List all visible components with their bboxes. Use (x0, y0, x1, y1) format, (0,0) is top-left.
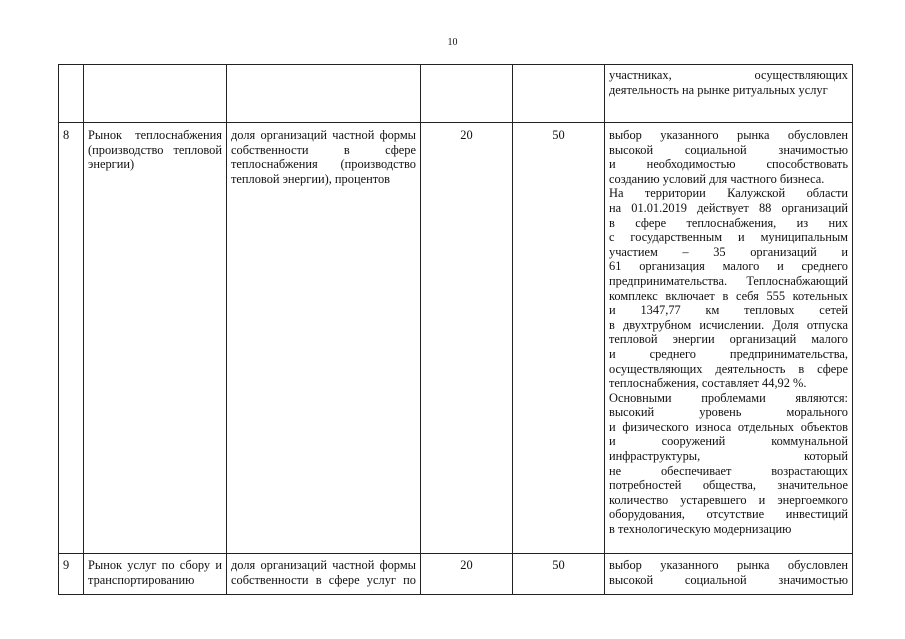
value-2019-cell (421, 65, 513, 123)
indicator-cell (227, 554, 421, 595)
market-name-line: Рынок услуг по сбору и (88, 558, 222, 572)
description-line: участниках, осуществляющих (609, 68, 848, 82)
market-name-line: Рынок теплоснабжения (88, 128, 222, 142)
description-line: выбор указанного рынка обусловлен (609, 128, 848, 142)
table-row (59, 554, 853, 595)
description-line: потребностей общества, значительное (609, 478, 848, 493)
row-number-cell (59, 65, 84, 123)
description-line: участием – 35 организаций и (609, 244, 848, 259)
market-name-cell (84, 65, 227, 123)
description-line: созданию условий для частного бизнеса. (609, 171, 825, 186)
description-line: деятельность на рынке ритуальных услуг (609, 82, 828, 97)
row-number: 8 (63, 128, 70, 142)
value-target: 50 (552, 558, 565, 572)
table-row (59, 123, 853, 554)
indicator-line: тепловой энергии), процентов (231, 171, 391, 186)
description-line: количество устаревшего и энергоемкого (609, 492, 848, 507)
description-line: выбор указанного рынка обусловлен (609, 558, 848, 572)
description-line: и необходимостью способствовать (609, 157, 848, 172)
indicator-cell (227, 65, 421, 123)
description-line: высокой социальной значимостью (609, 572, 848, 587)
market-name-line: транспортированию (88, 572, 195, 587)
indicator-line: собственности в сфере (231, 142, 416, 157)
indicator-line: доля организаций частной формы (231, 128, 416, 142)
market-name-line: (производство тепловой (88, 142, 222, 157)
row-number-cell (59, 554, 84, 595)
value-start: 20 (460, 128, 473, 142)
description-line: с государственным и муниципальным (609, 230, 848, 245)
description-line: инфраструктуры, который (609, 449, 848, 464)
market-name-cell (84, 554, 227, 595)
description-line: тепловой энергии организаций малого (609, 332, 848, 347)
market-name-line: энергии) (88, 157, 135, 172)
description-line: теплоснабжения, составляет 44,92 %. (609, 376, 807, 391)
indicator-line: собственности в сфере услуг по (231, 572, 416, 587)
description-line: на 01.01.2019 действует 88 организаций (609, 200, 848, 215)
description-line: и физического износа отдельных объектов (609, 419, 848, 434)
description-line: Основными проблемами являются: (609, 390, 848, 405)
description-line: 61 организация малого и среднего (609, 259, 848, 274)
market-name-cell (84, 123, 227, 554)
value-target-cell (513, 65, 605, 123)
description-cell (605, 123, 853, 554)
description-cell (605, 554, 853, 595)
value-start: 20 (460, 558, 473, 572)
indicator-line: теплоснабжения (производство (231, 157, 416, 172)
value-2019-cell (421, 554, 513, 595)
description-line: предпринимательства. Теплоснабжающий (609, 273, 848, 288)
description-line: в технологическую модернизацию (609, 522, 792, 537)
value-target-cell (513, 554, 605, 595)
description-line: в сфере теплоснабжения, из них (609, 215, 848, 230)
markets-table (58, 64, 853, 595)
indicator-line: доля организаций частной формы (231, 558, 416, 572)
description-line: комплекс включает в себя 555 котельных (609, 288, 848, 303)
description-line: и 1347,77 км тепловых сетей (609, 303, 848, 318)
description-line: и среднего предпринимательства, (609, 346, 848, 361)
row-number: 9 (63, 558, 70, 572)
description-line: осуществляющих деятельность в сфере (609, 361, 848, 376)
row-number-cell (59, 123, 84, 554)
table-row (59, 65, 853, 123)
value-2019-cell (421, 123, 513, 554)
page-number: 10 (447, 37, 458, 48)
description-line: не обеспечивает возрастающих (609, 463, 848, 478)
description-line: в двухтрубном исчислении. Доля отпуска (609, 317, 848, 332)
value-target-cell (513, 123, 605, 554)
indicator-cell (227, 123, 421, 554)
description-line: На территории Калужской области (609, 186, 848, 201)
description-line: высокий уровень морального (609, 405, 848, 420)
description-line: и сооружений коммунальной (609, 434, 848, 449)
description-cell (605, 65, 853, 123)
description-line: оборудования, отсутствие инвестиций (609, 507, 848, 522)
description-line: высокой социальной значимостью (609, 142, 848, 157)
value-target: 50 (552, 128, 565, 142)
